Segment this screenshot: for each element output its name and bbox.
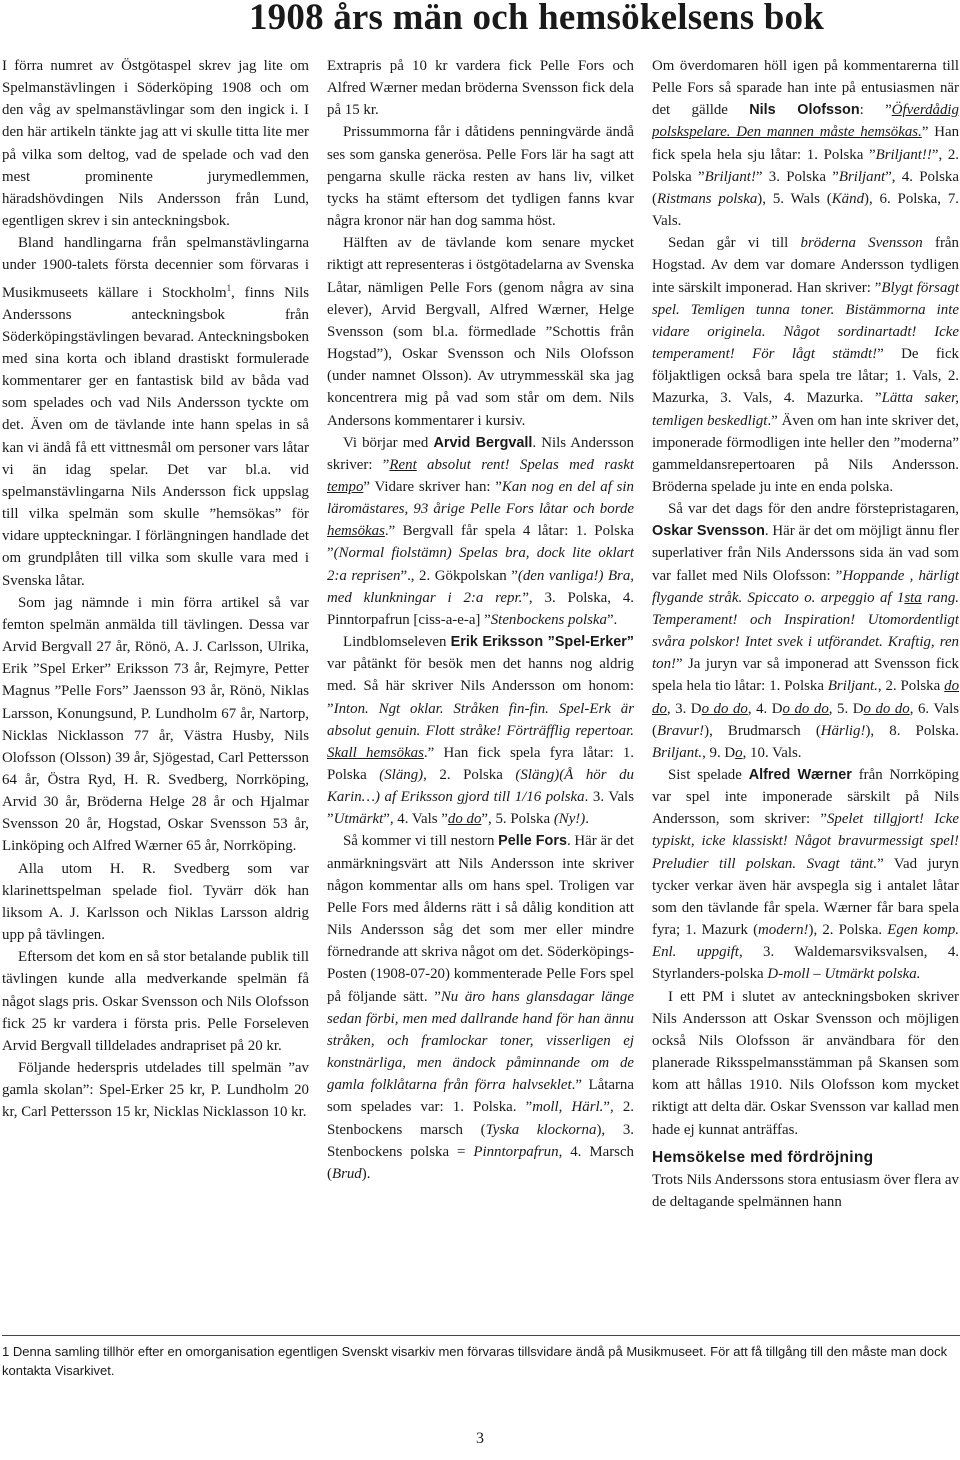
spelman-name: Arvid Bergvall <box>433 434 533 451</box>
text: ”., 2. Gökpolskan ” <box>400 567 518 584</box>
quote-text: moll, Härl. <box>532 1099 604 1116</box>
column-3 <box>652 55 959 1317</box>
text: . Här är det om möjligt ännu fler superlativer från Nils Anderssons sida än vad som var fallet med Nils Olofsson: ” <box>652 523 959 584</box>
underlined-quote: Rent <box>389 456 417 473</box>
text: ). <box>361 1165 371 1182</box>
text: Sist spelade <box>668 767 749 783</box>
quote <box>783 701 829 717</box>
quote-text: Pinntorpafrun <box>473 1143 559 1160</box>
quote-text: (Ny!) <box>553 811 586 828</box>
text: .” Även om han inte skriver det, imponerade förmodligen inte heller den ”moderna” gammeldansrepertoaren på Nils Andersson. Bröderna spelade ju inte en enda polska. <box>652 412 959 495</box>
text: Vi börjar med <box>343 434 434 451</box>
text: , 6. Vals ( <box>652 700 959 739</box>
paragraph-text: Bland handlingarna från spelmanstävlingarna under 1900-talets första decennier som förvaras i Musikmuseets källare i Stockholm <box>2 235 309 301</box>
paragraph <box>327 830 634 1185</box>
text: ” Vidare skriver han: ” <box>363 478 502 495</box>
spelman-name: Oskar Svensson <box>652 523 765 540</box>
text: . 3. Vals ” <box>327 789 634 828</box>
quote-text: Kan nog en del af sin läromästares, 93 årige Pelle Fors låtar och borde <box>327 478 634 518</box>
quote-text: Nu äro hans glansdagar länge sedan förbi, men med dallrande hand för han ännu stråken, och framlockar toner, visserligen ej konstnärliga, men ändock påminnande om de gamla folklåtarna från förra halvseklet <box>327 988 634 1094</box>
text: ), 3. Stenbockens polska = <box>327 1121 634 1160</box>
underlined-quote: Öfverdådig polskspelare. Den mannen måste hemsökas. <box>652 102 959 141</box>
spelman-name: Nils Olofsson <box>749 102 860 119</box>
text: Lindblomseleven <box>343 634 451 651</box>
paragraph <box>652 232 959 498</box>
text: Så var det dags för den andre förstepristagaren, <box>668 501 959 518</box>
column-2 <box>327 55 634 1317</box>
quote-text: Blygt försagt spel. Temligen tunna toner. Bistämmorna inte vidare originela. Något sordinartadt! Icke temperament! För lågt stämdt! <box>652 279 959 363</box>
text: ), 6. Polska, 7. Vals. <box>652 190 959 230</box>
article-title: 1908 års män och hemsökelsens bok <box>248 0 824 38</box>
quote <box>448 811 482 827</box>
text: ” Vad juryn tycker verkar även här avspegla sig i antalet låtar som den tävlande får spela. Wærner får bara spela fyra; 1. Mazurk ( <box>652 855 959 939</box>
paragraph <box>652 55 959 232</box>
text: ”, 4. Polska ( <box>652 168 959 207</box>
text: ” De fick följaktligen också bara spela tre låtar; 1. Vals, 2. Mazurka, 3. Vals, 4. Mazurka. ” <box>652 346 959 407</box>
quote-text: (Släng)(Å hör du Karin…) af Eriksson gjord till 1/16 polska <box>327 767 634 806</box>
text: ), 2. Polska. <box>808 922 888 939</box>
paragraph: I förra numret av Östgötaspel skrev jag lite om Spelmanstävlingen i Söderköping 1908 och om den våg av spelmanstävlingar som den ingick i. I den här artikeln tänkte jag att vi skulle titta lite mer på vilka som deltog, vad de spelade och vad den mest prominente jurymedlemmen, häradshövdingen Nils Andersson från Lund, egentligen skrev i sin anteckningsbok. <box>2 58 309 230</box>
paragraph: Alla utom H. R. Svedberg som var klarinettspelman spelade fiol. Tyvärr dök han liksom A. J. Karlsson och Niklas Larsson aldrig upp på tävlingen. <box>2 860 309 944</box>
underlined-quote: Skall hemsökas <box>327 744 424 761</box>
footnote-divider <box>2 1335 960 1336</box>
quote-text: Inton. Ngt oklar. Stråken fin-fin. Spel-Erk är absolut genuin. Flott stråke! Förträfflig repertoar. <box>327 700 634 739</box>
text: , 5. D <box>828 700 864 717</box>
paragraph: I ett PM i slutet av anteckningsboken skriver Nils Andersson att Oskar Svensson och möjligen också Nils Olofsson är användbara för den planerade Riksspelmansstämman på Skansen som kom att hållas 1910. Nils Olofsson kom mycket riktigt att delta där. Oskar Svensson var kallad men hade ej kunnat anträffas. <box>652 988 959 1138</box>
quote-text: Härlig! <box>820 722 866 739</box>
underlined-quote: do do <box>447 811 482 828</box>
text: ” 3. Polska ” <box>755 168 839 185</box>
text: ”, 2. Polska ” <box>652 146 959 185</box>
paragraph: Extrapris på 10 kr vardera fick Pelle Fors och Alfred Wærner medan bröderna Svensson fick dela på 15 kr. <box>327 58 634 119</box>
underlined-quote: tempo <box>327 478 364 495</box>
text: var påtänkt för besök men det hanns nog aldrig med. Så här skriver Nils Andersson om honom: ” <box>327 656 634 717</box>
quote <box>702 701 748 717</box>
quote-text: rang. Temperament! och Inspiration! Utomordentligt svåra polskor! Intet svek i utförandet. Kraftig, ren ton! <box>652 589 959 673</box>
footnote-reference: 1 <box>226 282 232 293</box>
quote-text: modern! <box>758 922 809 939</box>
quote <box>863 701 909 717</box>
text: Så kommer vi till nestorn <box>343 833 499 850</box>
underlined-quote: sta <box>904 589 922 606</box>
text: ”, 3. Polska, 4. Pinntorpafrun [ciss-a-e-a] ” <box>327 589 634 628</box>
quote <box>735 745 742 761</box>
text: Sedan går vi till <box>668 235 801 252</box>
text: ”, 4. Vals ” <box>383 811 448 828</box>
text: : ” <box>859 102 892 119</box>
text: ”, 5. Polska <box>481 811 554 828</box>
quote-text: Egen komp. Enl. uppgift <box>652 922 959 961</box>
text: ), 5. Wals ( <box>757 190 832 207</box>
text: från Norrköping var spel inte imponerade särskilt på Nils Andersson, som skriver: ” <box>652 767 959 828</box>
paragraph <box>327 432 634 631</box>
text: . Här är det anmärkningsvärt att Nils Andersson inte skriver någon kommentar alls om hans spel. Troligen var Pelle Fors med ålderns rätt i så dålig kondition att Nils Andersson såg det som mer eller mindre förnedrande att skriva något om det. Söderköpings-Posten (1908-07-20) kommenterade Pelle Fors spel på följande sätt. ” <box>327 833 634 1005</box>
footnote: 1 Denna samling tillhör efter en omorganisation egentligen Svenskt visarkiv men förvaras tillsvidare ändå på Musikmuseet. För att få tillgång till den måste man dock kontakta Visarkivet. <box>2 1344 948 1378</box>
paragraph: Trots Nils Anderssons stora entusiasm över flera av de deltagande spelmännen hann <box>652 1171 959 1210</box>
quote-text: (Släng) <box>379 767 424 783</box>
text: . Nils Andersson skriver: ” <box>327 434 634 473</box>
section-heading: Hemsökelse med fördröjning <box>652 1148 874 1166</box>
paragraph: Som jag nämnde i min förra artikel så var femton spelmän anmälda till tävlingen. Dessa var Arvid Bergvall 27 år, Rönö, A. J. Carlsson, Ulrika, Erik ”Spel Erker” Eriksson 73 år, Rejmyre, Petter Magnus ”Pelle Fors” Jaensson 93 år, Rönö, Niklas Larsson, Konungsund, P. Lundholm 67 år, Nartorp, Nicklas Nicklasson 77 år, Västra Husby, Nils Olofsson (Olsson) 39 år, Sjögestad, Carl Pettersson 64 år, Östra Ryd, H. R. Svedberg, Norrköping, Arvid 30 år, Bröderna Helge 28 år och Hjalmar Svensson 20 år, Hogstad, Oskar Svensson 53 år, Linköping och Alfred Wærner 65 år, Norrköping. <box>2 594 309 855</box>
quote-text: (den vanliga!) Bra, med klunkningar i 2:a repr. <box>327 567 634 606</box>
spelman-name: Erik Eriksson ”Spel-Erker” <box>450 634 634 651</box>
paragraph-text: , finns Nils Anderssons anteckningsbok från Söderköpingstävlingen bevarad. Anteckningsboken med sina korta och ibland drastiskt formulerade kommentarer ger en fantastisk bild av båda vad som spelades och vad Nils Andersson tyckte om det. Även om de tävlande inte hann spelas in så kan vi ändå få ett vittnesmål om personer vars låtar vi än idag spelar. Det var bl.a. vid spelmanstävlingarna Nils Andersson fick uppslag till vilka spelmän som skulle ”hemsökas” för vidare uppteckningar. I förlängningen handlade det om grundplåten till vilka som skulle vara med i Svenska låtar. <box>2 284 309 589</box>
paragraph <box>327 631 634 830</box>
quote-text: Utmärkt <box>333 811 384 828</box>
paragraph <box>652 498 959 764</box>
text: ), Brudmarsch ( <box>704 722 821 739</box>
quote-text: Stenbockens polska <box>490 611 607 628</box>
paragraph: Följande hederspris utdelades till spelmän ”av gamla skolan”: Spel-Erker 25 kr, P. Lundholm 20 kr, Carl Pettersson 15 kr, Nicklas Nicklasson 10 kr. <box>2 1060 309 1121</box>
text: . <box>585 811 589 828</box>
quote-text: absolut rent! Spelas med raskt <box>416 456 634 473</box>
quote-text: Briljant! <box>704 168 756 185</box>
quote-text: Ristmans polska <box>656 190 758 207</box>
quote-text: Lätta saker, temligen beskedligt <box>652 390 959 429</box>
text: , 10. Vals. <box>742 744 802 761</box>
text: , 4. D <box>747 700 783 717</box>
text: ), 8. Polska. <box>865 722 959 739</box>
text: , 9. D <box>702 744 736 761</box>
quote-text: D-moll – Utmärkt polska. <box>767 966 921 983</box>
quote-text: Briljant <box>838 168 886 185</box>
text: .” Bergvall får spela 4 låtar: 1. Polska ” <box>327 523 634 562</box>
quote-text: Briljant!! <box>875 146 932 163</box>
paragraph: Hälften av de tävlande kom senare mycket riktigt att representeras i östgötadelarna av Svenska Låtar, nämligen Pelle Fors (genom några av sina elever), Arvid Bergvall, Alfred Wærner, Helge Svensson (som bl.a. förmedlade ”Schottis från Hogstad”), Oskar Svensson och Nils Olofsson (under namnet Olsson). Av utrymmesskäl ska jag koncentrera mig på vad som står om dem. Nils Andersons kommentarer i kursiv. <box>327 235 634 429</box>
text: , 3. D <box>666 700 702 717</box>
underlined-quote: hemsökas <box>327 523 385 540</box>
underlined-quote: do do <box>652 678 959 717</box>
text: ” Han fick spela hela sju låtar: 1. Polska ” <box>652 124 959 163</box>
paragraph: Prissummorna får i dåtidens penningvärde ändå ses som ganska generösa. Pelle Fors lär ha sagt att pengarna skulle räcka resten av hans liv, vilket tycks ha stämt eftersom det tydligen fanns kvar några kronor när han dog samma höst. <box>327 124 634 230</box>
underlined-quote: o do do <box>782 700 829 717</box>
quote-text: Spelet tillgjort! Icke typiskt, icke klassiskt! Något bravurmessigt spel! Preludier till polskan. Svagt tänt. <box>652 811 959 872</box>
quote-text: Briljant. <box>652 744 703 761</box>
text: , 4. Marsch ( <box>327 1143 634 1182</box>
text: , 3. Waldemarsviksvalsen, 4. Styrlanders-polska <box>652 944 959 983</box>
quote-text: Hoppande , härligt flygande stråk. Spiccato o. arpeggio af 1 <box>652 567 959 606</box>
text: .” Han fick spela fyra låtar: 1. Polska <box>327 744 634 783</box>
spelman-name: Pelle Fors <box>498 833 567 850</box>
text: från Hogstad. Av dem var domare Andersson tydligen inte särskilt imponerad. Han skriver: ” <box>652 235 959 296</box>
quote-text: Tyska klockorna <box>485 1121 597 1138</box>
text: ”. <box>606 611 618 628</box>
quote-text: Briljant. <box>827 678 878 695</box>
quote-text: bröderna Svensson <box>800 235 923 252</box>
paragraph <box>652 764 959 986</box>
text: ” Ja juryn var så imponerad att Svensson fick spela hela tio låtar: 1. Polska <box>652 656 959 695</box>
quote-text: Känd <box>831 190 865 207</box>
underlined-quote: o do do <box>701 700 748 717</box>
paragraph <box>2 232 309 591</box>
quote-text: (Normal fiolstämn) Spelas bra, dock lite oklart 2:a reprisen <box>327 545 634 584</box>
quote-text: Brud <box>331 1165 362 1182</box>
text: ”, 2. Stenbockens marsch ( <box>327 1099 634 1138</box>
spelman-name: Alfred Wærner <box>748 767 852 783</box>
underlined-quote: o <box>735 744 743 761</box>
quote-text: Bravur! <box>656 722 705 739</box>
text: .” Låtarna som spelades var: 1. Polska. ” <box>327 1077 634 1116</box>
text: Om överdomaren höll igen på kommentarerna till Pelle Fors så sparade han inte på entusiasmen när det gällde <box>652 58 959 119</box>
paragraph: Eftersom det kom en så stor betalande publik till tävlingen kunde alla medverkande spelmän få något slags pris. Oskar Svensson och Nils Olofsson fick 25 kr vardera i första pris. Pelle Forseleven Arvid Bergvall tilldelades andrapriset på 20 kr. <box>2 949 309 1054</box>
text: , 2. Polska <box>423 767 516 783</box>
page-number: 3 <box>476 1430 484 1447</box>
underlined-quote: o do do <box>863 700 910 717</box>
column-1 <box>2 55 309 1317</box>
text: , 2. Polska <box>877 678 945 695</box>
